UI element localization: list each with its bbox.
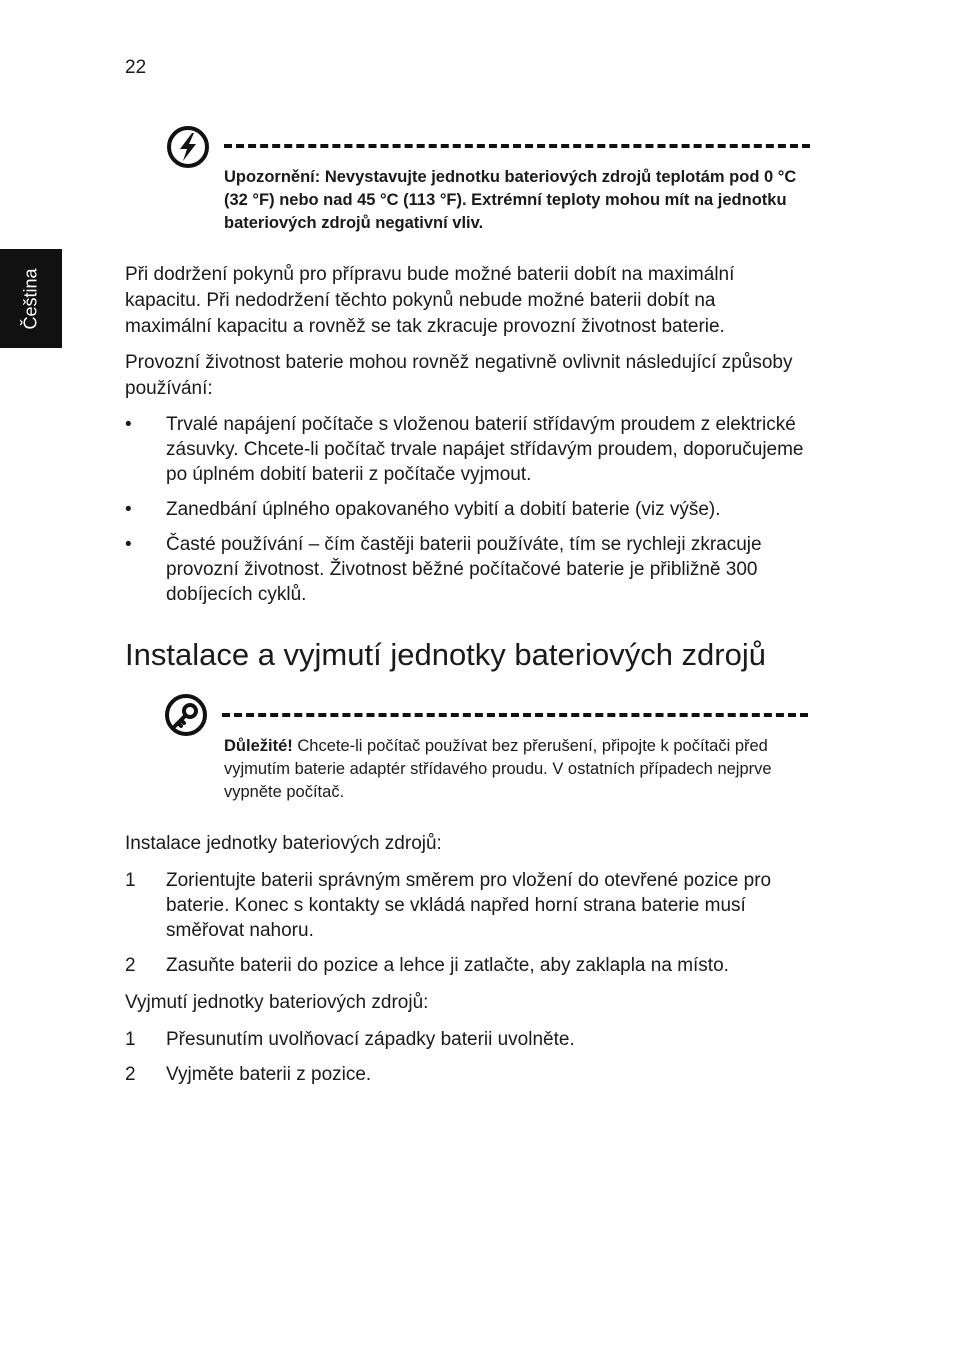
warning-lightning-icon xyxy=(166,125,210,174)
step-text: Zasuňte baterii do pozice a lehce ji zatlačte, aby zaklapla na místo. xyxy=(166,955,729,976)
key-icon xyxy=(164,693,208,742)
step-text: Vyjměte baterii z pozice. xyxy=(166,1064,372,1085)
step-number: 2 xyxy=(125,1064,136,1085)
remove-intro: Vyjmutí jednotky bateriových zdrojů: xyxy=(125,992,429,1013)
section-heading: Instalace a vyjmutí jednotky bateriových zdrojů xyxy=(125,637,766,672)
paragraph: Provozní životnost baterie mohou rovněž negativně ovlivnit následující způsoby používání: xyxy=(125,352,793,399)
important-note xyxy=(224,735,814,804)
bullet-text: Časté používání – čím častěji baterii používáte, tím se rychleji zkracuje provozní životnost. Životnost běžné počítačové baterie je přibližně 300 dobíjecích cyklů. xyxy=(166,534,762,605)
page-number: 22 xyxy=(125,57,147,78)
warning-text: Upozornění: Nevystavujte jednotku bateriových zdrojů teplotám pod 0 °C (32 °F) nebo nad 45 °C (113 °F). Extrémní teploty mohou mít na jednotku bateriových zdrojů negativní vliv. xyxy=(224,168,797,232)
bullet-marker: • xyxy=(125,414,132,435)
important-text: Chcete-li počítač používat bez přerušení, připojte k počítači před vyjmutím baterie adaptér střídavého proudu. V ostatních případech nejprve vypněte počítač. xyxy=(224,737,772,801)
language-side-tab-label: Čeština xyxy=(20,268,41,330)
step-number: 2 xyxy=(125,955,136,976)
language-side-tab xyxy=(0,249,62,348)
warning-divider xyxy=(224,144,810,148)
bullet-text: Zanedbání úplného opakovaného vybití a dobití baterie (viz výše). xyxy=(166,499,721,520)
install-intro: Instalace jednotky bateriových zdrojů: xyxy=(125,833,442,854)
paragraph: Při dodržení pokynů pro přípravu bude možné baterii dobít na maximální kapacitu. Při nedodržení těchto pokynů nebude možné baterii dobít na maximální kapacitu a rovněž se tak zkracuje provozní životnost baterie. xyxy=(125,264,735,337)
bullet-text: Trvalé napájení počítače s vloženou baterií střídavým proudem z elektrické zásuvky. Chcete-li počítač trvale napájet střídavým proudem, doporučujeme po úplném dobití baterii z počítače vyjmout. xyxy=(166,414,804,485)
step-number: 1 xyxy=(125,870,136,891)
step-text: Přesunutím uvolňovací západky baterii uvolněte. xyxy=(166,1029,575,1050)
important-divider xyxy=(222,713,808,717)
step-number: 1 xyxy=(125,1029,136,1050)
bullet-marker: • xyxy=(125,499,132,520)
step-text: Zorientujte baterii správným směrem pro vložení do otevřené pozice pro baterie. Konec s kontakty se vkládá napřed horní strana baterie musí směřovat nahoru. xyxy=(166,870,772,941)
important-label: Důležité! xyxy=(224,737,293,755)
bullet-marker: • xyxy=(125,534,132,555)
